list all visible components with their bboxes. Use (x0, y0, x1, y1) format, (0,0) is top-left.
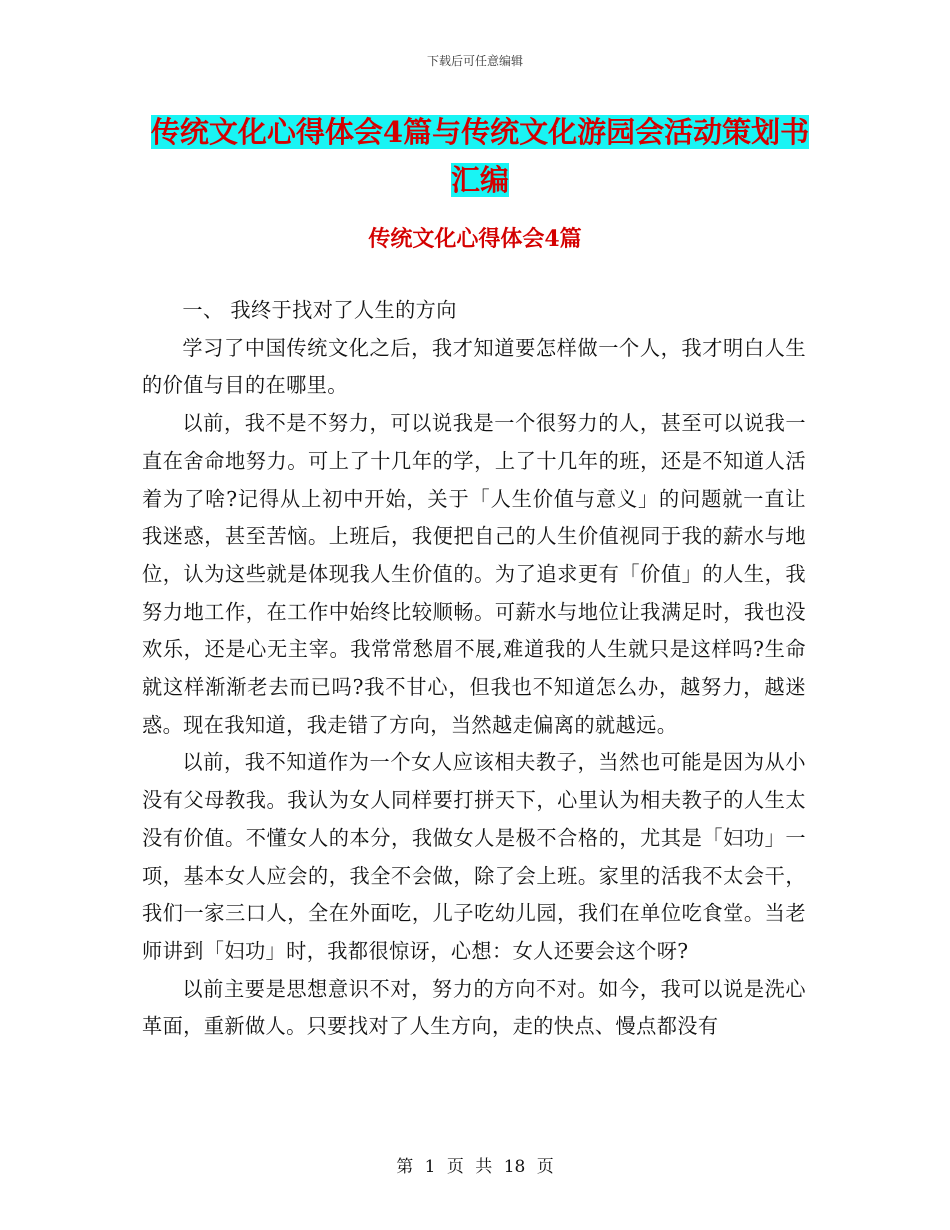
section-title: 传统文化心得体会4篇 (368, 226, 582, 252)
document-main-title (140, 108, 820, 204)
header-note: 下载后可任意编辑 (426, 54, 523, 68)
section-heading: 一、 我终于找对了人生的方向 (182, 298, 457, 322)
body-content (142, 292, 806, 1046)
paragraph: 学习了中国传统文化之后，我才知道要怎样做一个人，我才明白人生的价值与目的在哪里。 (142, 335, 806, 398)
paragraph: 以前主要是思想意识不对，努力的方向不对。如今，我可以说是洗心革面，重新做人。只要找对了人生方向，走的快点、慢点都没有 (142, 976, 806, 1039)
paragraph: 以前，我不知道作为一个女人应该相夫教子，当然也可能是因为从小没有父母教我。我认为女人同样要打拼天下，心里认为相夫教子的人生太没有价值。不懂女人的本分，我做女人是极不合格的，尤其是「妇功」一项，基本女人应会的，我全不会做，除了会上班。家里的活我不太会干，我们一家三口人，全在外面吃，儿子吃幼儿园，我们在单位吃食堂。当老师讲到「妇功」时，我都很惊讶，心想：女人还要会这个呀? (142, 750, 806, 963)
paragraph: 以前，我不是不努力，可以说我是一个很努力的人，甚至可以说我一直在舍命地努力。可上了十几年的学，上了十几年的班，还是不知道人活着为了啥?记得从上初中开始，关于「人生价值与意义」的问题就一直让我迷惑，甚至苦恼。上班后，我便把自己的人生价值视同于我的薪水与地位，认为这些就是体现我人生价值的。为了追求更有「价值」的人生，我努力地工作，在工作中始终比较顺畅。可薪水与地位让我满足时，我也没欢乐，还是心无主宰。我常常愁眉不展,难道我的人生就只是这样吗?生命就这样渐渐老去而已吗?我不甘心，但我也不知道怎么办，越努力，越迷惑。现在我知道，我走错了方向，当然越走偏离的就越远。 (142, 411, 806, 737)
page-footer: 第 1 页 共 18 页 (396, 1157, 554, 1177)
main-title-text: 传统文化心得体会4篇与传统文化游园会活动策划书汇编 (150, 115, 810, 197)
